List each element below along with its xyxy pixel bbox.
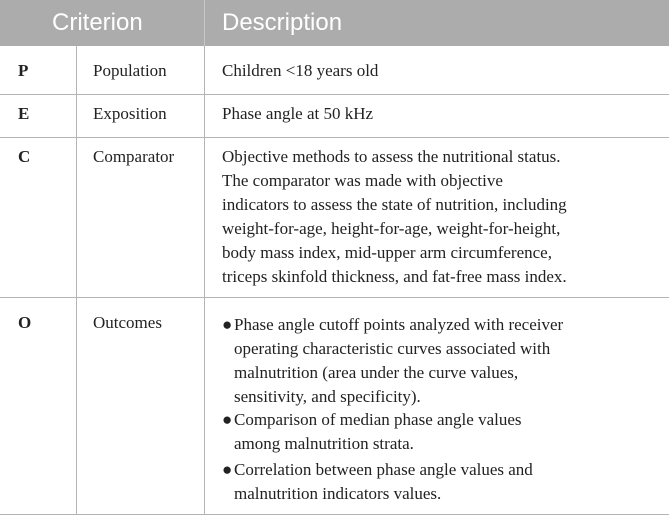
col-divider-2	[204, 46, 205, 514]
description-line: Phase angle at 50 kHz	[222, 104, 374, 123]
row-code: O	[18, 313, 32, 332]
row-criterion: Comparator	[93, 147, 175, 166]
table-bottom-border	[0, 514, 669, 515]
description-line: operating characteristic curves associated with	[234, 339, 551, 358]
bullet-text	[234, 313, 563, 409]
bullet-icon: ●	[222, 410, 233, 429]
row-description	[222, 59, 378, 83]
description-line: Correlation between phase angle values and	[234, 460, 533, 479]
bullet-icon: ●	[222, 460, 233, 479]
row-divider	[0, 94, 669, 95]
bullet-text	[234, 458, 533, 506]
table-header	[0, 0, 669, 46]
description-line: Objective methods to assess the nutritional status.	[222, 147, 561, 166]
row-description	[222, 145, 567, 289]
row-code: C	[18, 147, 31, 166]
col-divider-1	[76, 46, 77, 514]
bullet-text	[234, 408, 522, 456]
header-criterion: Criterion	[52, 9, 143, 36]
description-line: malnutrition (area under the curve values,	[234, 363, 519, 382]
row-criterion: Population	[93, 61, 167, 80]
description-line: body mass index, mid-upper arm circumference,	[222, 243, 552, 262]
description-line: Comparison of median phase angle values	[234, 410, 522, 429]
description-line: weight-for-age, height-for-age, weight-for-height,	[222, 219, 561, 238]
row-criterion: Outcomes	[93, 313, 162, 332]
row-divider	[0, 297, 669, 298]
row-code: P	[18, 61, 29, 80]
description-line: indicators to assess the state of nutrition, including	[222, 195, 567, 214]
description-line: Children <18 years old	[222, 61, 379, 80]
row-description	[222, 102, 373, 126]
header-divider	[204, 0, 205, 46]
description-line: malnutrition indicators values.	[234, 484, 442, 503]
row-code: E	[18, 104, 30, 123]
description-line: triceps skinfold thickness, and fat-free mass index.	[222, 267, 567, 286]
row-criterion: Exposition	[93, 104, 167, 123]
bullet-icon: ●	[222, 315, 233, 334]
description-line: The comparator was made with objective	[222, 171, 503, 190]
description-line: among malnutrition strata.	[234, 434, 414, 453]
description-line: sensitivity, and specificity).	[234, 387, 421, 406]
description-line: Phase angle cutoff points analyzed with receiver	[234, 315, 564, 334]
header-description: Description	[222, 9, 343, 36]
row-divider	[0, 137, 669, 138]
